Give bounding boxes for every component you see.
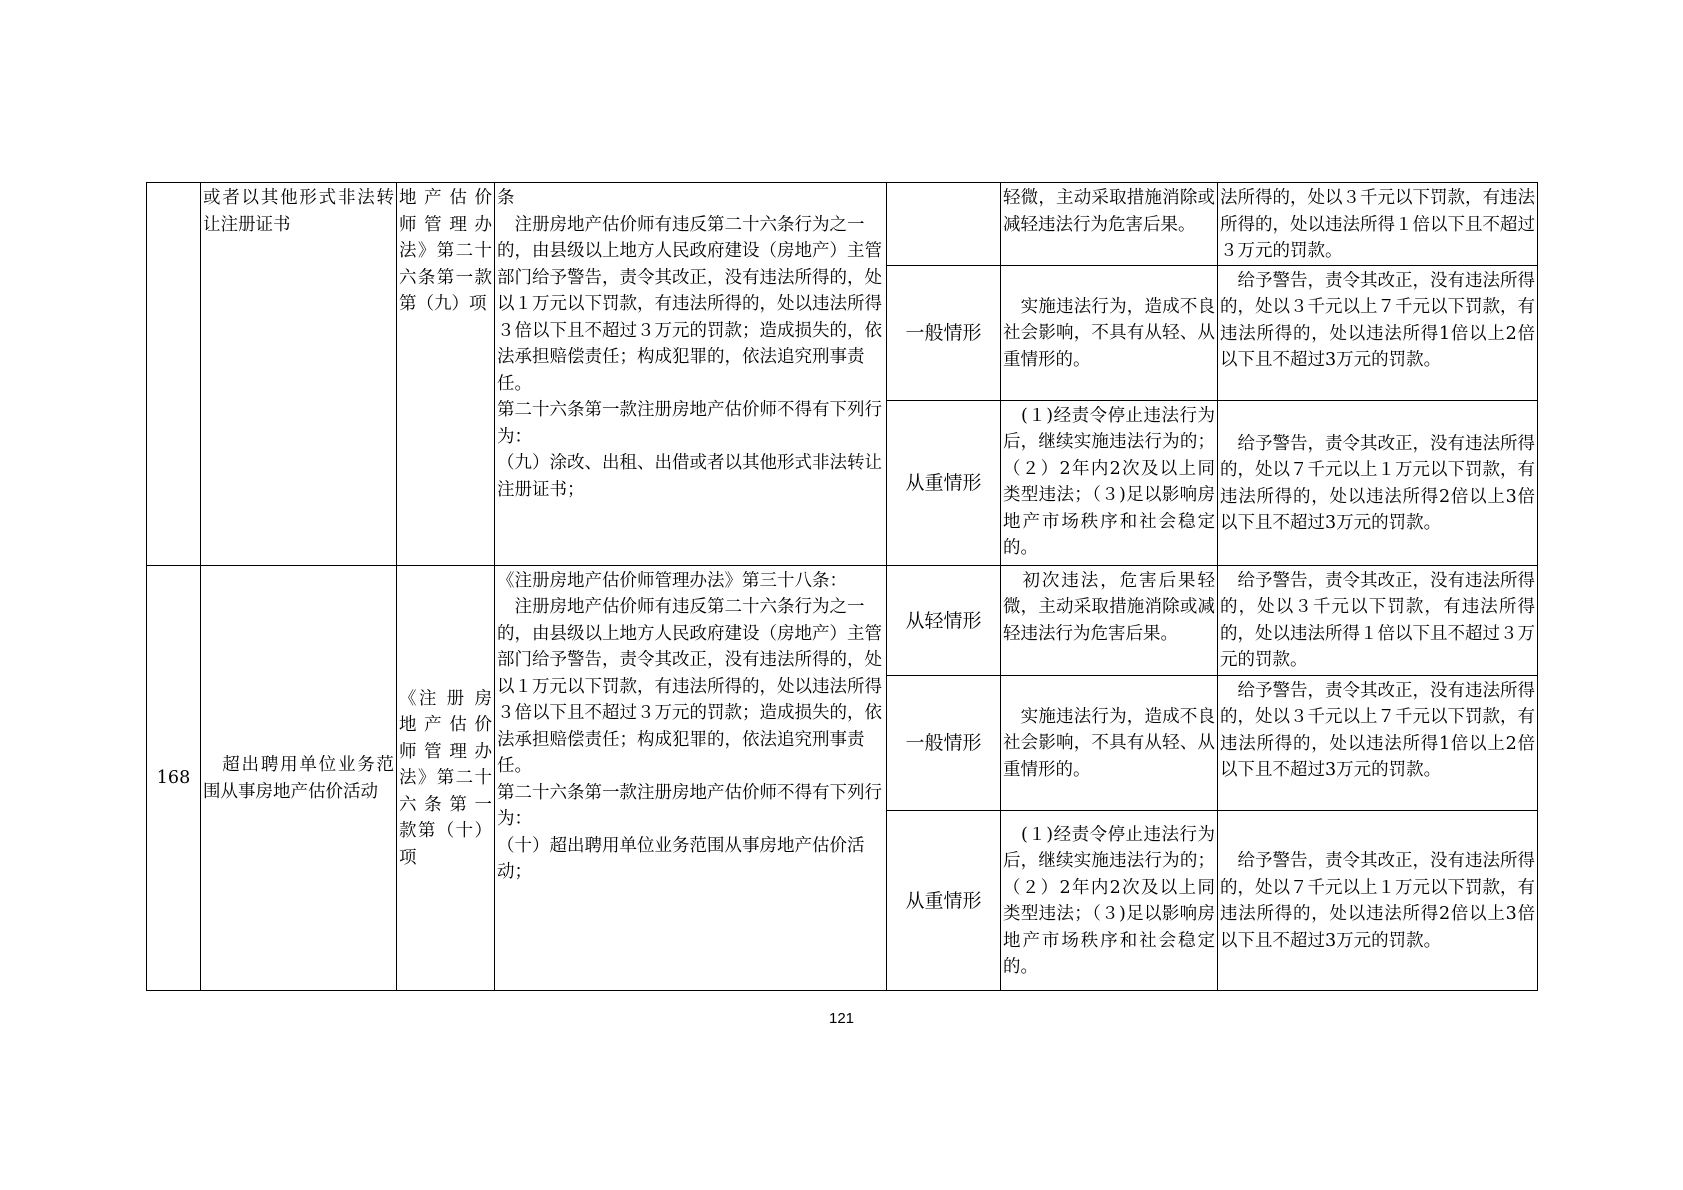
legal-basis-cell: 《注 册 房地 产 估 价师 管 理 办法》第二十六 条 第 一款第（十）项 [397, 565, 495, 990]
level-cell [887, 183, 1001, 266]
law-text-cell: 条 注册房地产估价师有违反第二十六条行为之一的，由县级以上地方人民政府建设（房地产）主管部门给予警告，责令其改正，没有违法所得的，处以１万元以下罚款，有违法所得的，处以违法所得３倍以下且不超过３万元的罚款；造成损失的，依法承担赔偿责任；构成犯罪的，依法追究刑事责任。 第二十六条第一款注册房地产估价师不得有下列行为： （九）涂改、出租、出借或者以其他形式非法转让注册证书； [495, 183, 887, 566]
level-cell: 从重情形 [887, 810, 1001, 990]
standard-cell: 给予警告，责令其改正，没有违法所得的，处以３千元以上７千元以下罚款，有违法所得的，处以违法所得1倍以上2倍以下且不超过3万元的罚款。 [1218, 265, 1538, 400]
item-number-cell [147, 183, 201, 566]
level-cell: 一般情形 [887, 675, 1001, 810]
item-number-cell: 168 [147, 565, 201, 990]
condition-cell: 实施违法行为，造成不良社会影响，不具有从轻、从重情形的。 [1001, 265, 1218, 400]
condition-cell: (１)经责令停止违法行为后，继续实施违法行为的；（２）2年内2次及以上同类型违法；（３)足以影响房地产市场秩序和社会稳定的。 [1001, 400, 1218, 565]
condition-cell: 实施违法行为，造成不良社会影响，不具有从轻、从重情形的。 [1001, 675, 1218, 810]
violation-act-cell: 或者以其他形式非法转让注册证书 [201, 183, 397, 566]
page-number: 121 [828, 1010, 855, 1027]
level-cell: 从轻情形 [887, 565, 1001, 675]
law-text-cell: 《注册房地产估价师管理办法》第三十八条： 注册房地产估价师有违反第二十六条行为之一的，由县级以上地方人民政府建设（房地产）主管部门给予警告，责令其改正，没有违法所得的，处以１万元以下罚款，有违法所得的，处以违法所得３倍以下且不超过３万元的罚款；造成损失的，依法承担赔偿责任；构成犯罪的，依法追究刑事责任。 第二十六条第一款注册房地产估价师不得有下列行为： （十）超出聘用单位业务范围从事房地产估价活动； [495, 565, 887, 990]
violation-act-cell: 超出聘用单位业务范围从事房地产估价活动 [201, 565, 397, 990]
penalty-standards-table [146, 182, 1538, 991]
level-cell: 从重情形 [887, 400, 1001, 565]
standard-cell: 给予警告，责令其改正，没有违法所得的，处以３千元以上７千元以下罚款，有违法所得的，处以违法所得1倍以上2倍以下且不超过3万元的罚款。 [1218, 675, 1538, 810]
condition-cell: (１)经责令停止违法行为后，继续实施违法行为的；（２）2年内2次及以上同类型违法；（３)足以影响房地产市场秩序和社会稳定的。 [1001, 810, 1218, 990]
level-cell: 一般情形 [887, 265, 1001, 400]
condition-cell: 初次违法，危害后果轻微，主动采取措施消除或减轻违法行为危害后果。 [1001, 565, 1218, 675]
standard-cell: 法所得的，处以３千元以下罚款，有违法所得的，处以违法所得１倍以下且不超过３万元的罚款。 [1218, 183, 1538, 266]
table-row [147, 183, 1538, 266]
standard-cell: 给予警告，责令其改正，没有违法所得的，处以７千元以上１万元以下罚款，有违法所得的，处以违法所得2倍以上3倍以下且不超过3万元的罚款。 [1218, 810, 1538, 990]
table-row [147, 565, 1538, 675]
condition-cell: 轻微，主动采取措施消除或减轻违法行为危害后果。 [1001, 183, 1218, 266]
standard-cell: 给予警告，责令其改正，没有违法所得的，处以３千元以下罚款，有违法所得的，处以违法所得１倍以下且不超过３万元的罚款。 [1218, 565, 1538, 675]
standard-cell: 给予警告，责令其改正，没有违法所得的，处以７千元以上１万元以下罚款，有违法所得的，处以违法所得2倍以上3倍以下且不超过3万元的罚款。 [1218, 400, 1538, 565]
legal-basis-cell: 地 产 估 价师 管 理 办法》第二十六条第一款第（九）项 [397, 183, 495, 566]
